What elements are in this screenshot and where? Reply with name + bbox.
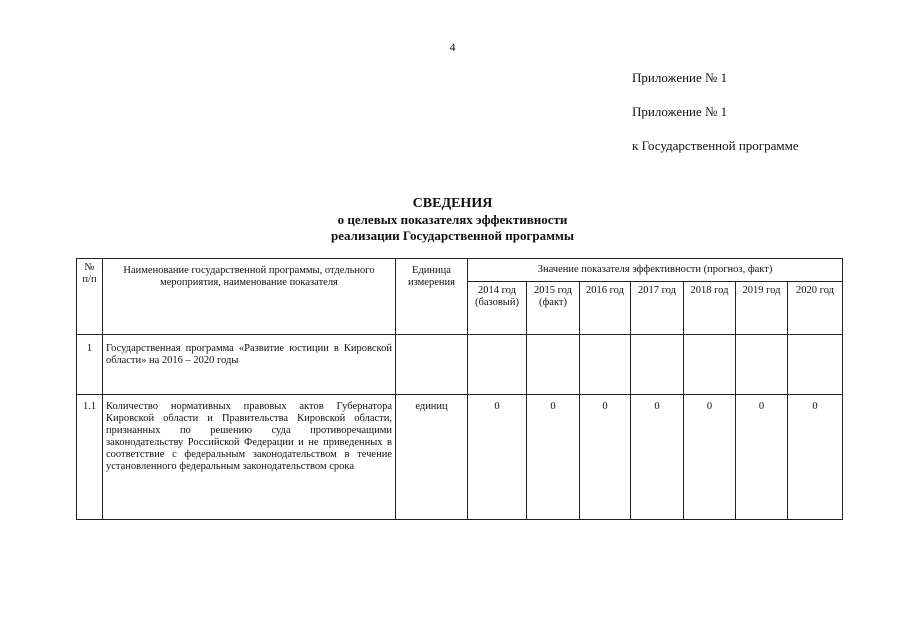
row-name: Государственная программа «Развитие юстиции в Кировской области» на 2016 – 2020 годы [103,335,396,395]
document-title [0,196,905,244]
table-row [77,395,843,520]
header-year-2015: 2015 год (факт) [527,282,580,335]
header-values-group: Значение показателя эффективности (прогноз, факт) [468,259,843,282]
row-num: 1.1 [77,395,103,520]
row-value [580,335,631,395]
row-value [684,335,736,395]
appendix-line-2: Приложение № 1 [632,104,728,119]
row-value [788,335,843,395]
row-unit: единиц [396,395,468,520]
table-row [77,335,843,395]
appendix-line-1: Приложение № 1 [632,70,728,85]
row-value: 0 [736,395,788,520]
indicators-table [76,258,843,520]
appendix-line-3: к Государственной программе [632,138,799,153]
title-line-1: СВЕДЕНИЯ [412,196,493,211]
table-header-row-1 [77,259,843,282]
row-value: 0 [788,395,843,520]
header-unit: Единица измерения [396,259,468,335]
header-num: № п/п [77,259,103,335]
header-year-2017: 2017 год [631,282,684,335]
header-year-2020: 2020 год [788,282,843,335]
row-value [468,335,527,395]
row-name: Количество нормативных правовых актов Губернатора Кировской области и Правительства Кировской области, признанных по решению суда противоречащими законодательству Российской Федерации и не приведенных в соответствие с федеральным законодательством в течение установленного федеральным законодательством срока [103,395,396,520]
title-line-2: о целевых показателях эффективности [337,212,568,227]
row-value [631,335,684,395]
page-number: 4 [449,40,456,54]
row-value [736,335,788,395]
header-year-2014: 2014 год (базовый) [468,282,527,335]
header-name: Наименование государственной программы, отдельного мероприятия, наименование показателя [103,259,396,335]
row-value [527,335,580,395]
row-value: 0 [684,395,736,520]
row-value: 0 [468,395,527,520]
header-year-2018: 2018 год [684,282,736,335]
row-value: 0 [527,395,580,520]
header-year-2016: 2016 год [580,282,631,335]
title-line-3: реализации Государственной программы [331,228,574,243]
row-value: 0 [631,395,684,520]
header-year-2019: 2019 год [736,282,788,335]
row-unit [396,335,468,395]
row-num: 1 [77,335,103,395]
row-value: 0 [580,395,631,520]
